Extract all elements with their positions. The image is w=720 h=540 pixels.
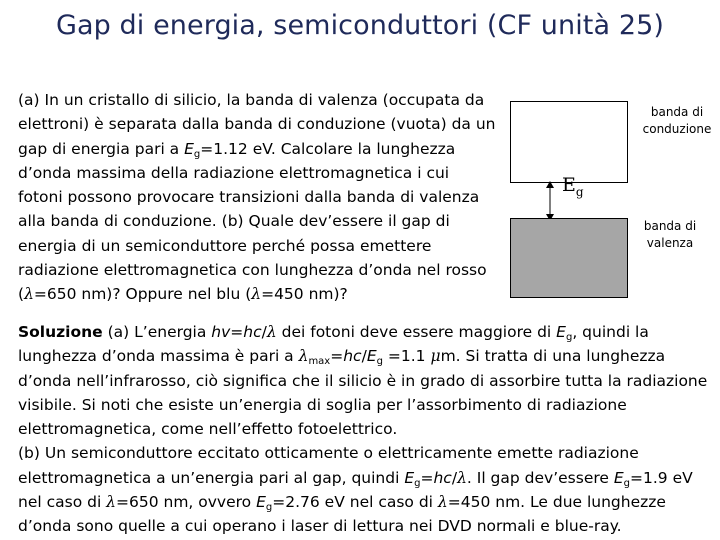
- gap-arrow-icon: [540, 180, 560, 222]
- solution-heading: Soluzione: [18, 323, 103, 341]
- valence-band-box: [510, 218, 628, 298]
- valence-band-label: banda di valenza: [643, 219, 697, 250]
- energy-gap-label: $E_g$: [562, 174, 584, 199]
- slide-title: Gap di energia, semiconduttori (CF unità 25): [55, 10, 665, 41]
- conduction-band-box: [510, 101, 628, 183]
- solution-text: Soluzione (a) L’energia hv=hc/λ dei fotoni deve essere maggiore di $E_g$, quindi la lunghezza d’onda massima è pari a $\lambda_{max}=hc/E_g =1.1$ μm. Si tratta di una lunghezza d’onda nell’infrarosso, ciò significa che il silicio è in grado di assorbire tutta la radiazione visibile. Si noti che esiste un’energia di soglia per l’assorbimento di radiazione elettromagnetica, come nell’effetto fotoelettrico. (b) Un semiconduttore eccitato otticamente o elettricamente emette radiazione elettromagnetica a un’energia pari al gap, quindi $E_g=hc/\lambda$. Il gap dev’essere $E_g=1.9$ eV nel caso di λ=650 nm, ovvero $E_g=2.76$ eV nel caso di λ=450 nm. Le due lunghezze d’onda sono quelle a cui operano i laser di lettura nei DVD normali e blue-ray.: [18, 323, 708, 536]
- conduction-band-label: banda di conduzione: [642, 105, 712, 136]
- problem-text: (a) In un cristallo di silicio, la banda di valenza (occupata da elettroni) è separata dalla banda di conduzione (vuota) da un gap di energia pari a $E_g=1.12$ eV. Calcolare la lunghezza d’onda massima della radiazione elettromagnetica i cui fotoni possono provocare transizioni dalla banda di valenza alla banda di conduzione. (b) Quale dev’essere il gap di energia di un semiconduttore perché possa emettere radiazione elettromagnetica con lunghezza d’onda nel rosso (λ=650 nm)? Oppure nel blu (λ=450 nm)?: [18, 91, 496, 304]
